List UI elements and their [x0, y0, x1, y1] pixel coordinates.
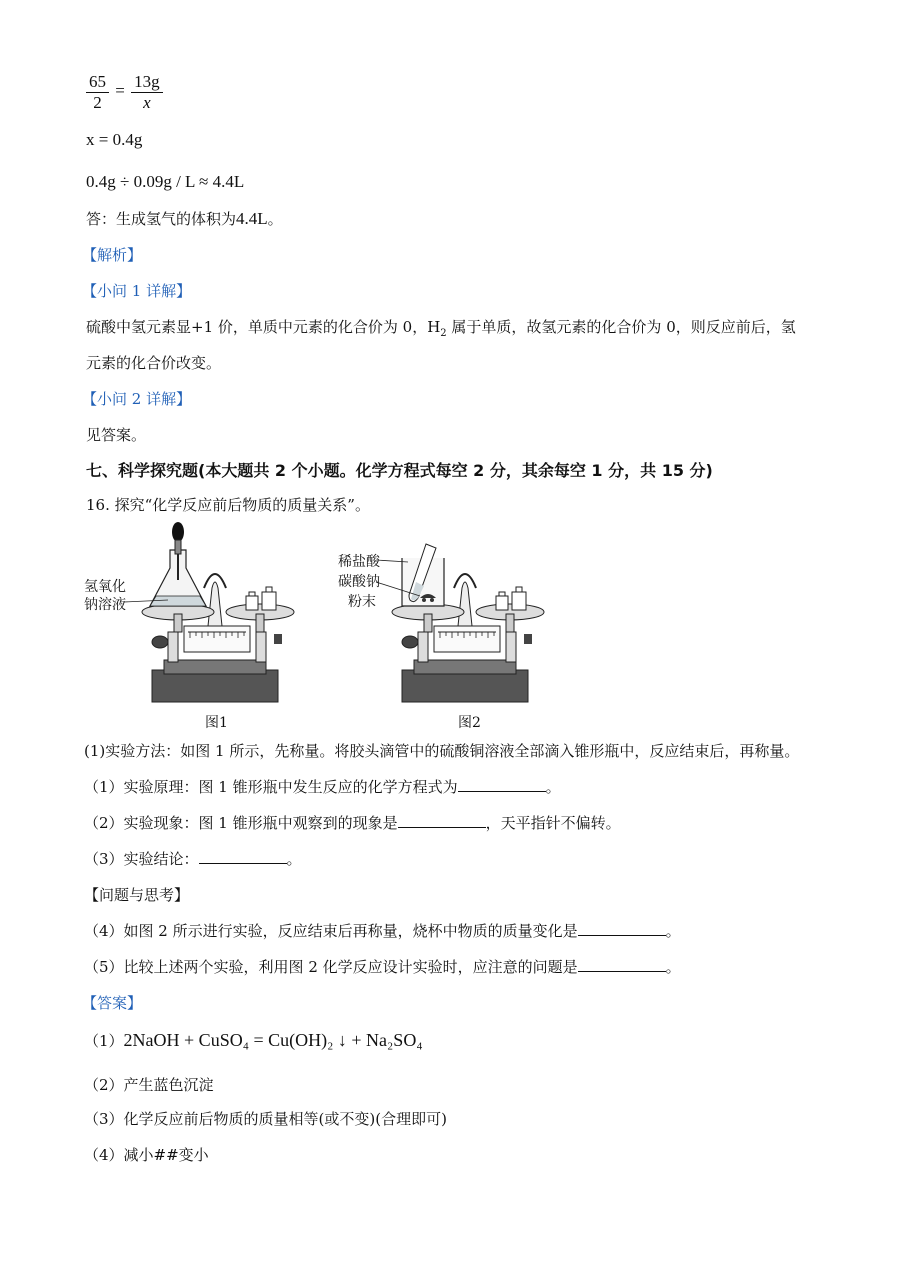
- chemical-equation: 2NaOH + CuSO₄ = Cu(OH)₂ ↓ + Na₂SO₄: [123, 1030, 423, 1050]
- fig2-caption: 图2: [458, 715, 481, 731]
- answer-blank-4[interactable]: [578, 921, 666, 936]
- answer-label: 【答案】: [82, 994, 143, 1012]
- q16-title: 16. 探究“化学反应前后物质的质量关系”。: [86, 496, 370, 514]
- fig2-labels: 稀盐酸 碳酸钠 粉末: [338, 554, 380, 610]
- answer-blank-1[interactable]: [458, 777, 546, 792]
- section-heading: 七、科学探究题(本大题共 2 个小题。化学方程式每空 2 分，其余每空 1 分，共 15 分): [86, 461, 713, 480]
- q2-detail-text: 见答案。: [86, 426, 147, 444]
- fig1-label: 氢氧化 钠溶液: [84, 579, 126, 613]
- question-2: （2）实验现象：图 1 锥形瓶中观察到的现象是 ，天平指针不偏转。: [84, 814, 621, 832]
- balance-figure: [80, 520, 560, 734]
- question-5: （5）比较上述两个实验，利用图 2 化学反应设计实验时，应注意的问题是 。: [84, 958, 681, 976]
- q1-detail-label: 【小问 1 详解】: [82, 282, 192, 300]
- fig1-caption: 图1: [205, 715, 228, 731]
- answer-blank-5[interactable]: [578, 957, 666, 972]
- answer-blank-3[interactable]: [199, 849, 287, 864]
- think-label: 【问题与思考】: [84, 886, 190, 904]
- fraction-left: $\frac{65}{2}$: [86, 72, 109, 113]
- question-3: （3）实验结论： 。: [84, 850, 302, 868]
- result-x: x = 0.4g: [86, 130, 143, 149]
- q1-detail-line1: 硫酸中氢元素显+1 价，单质中元素的化合价为 0，$H_2$ 属于单质，故氢元素的化合价为 0，则反应前后，氢: [86, 318, 796, 339]
- answer-2: （2）产生蓝色沉淀: [84, 1076, 214, 1094]
- answer-1: （1）2NaOH + CuSO₄ = Cu(OH)₂ ↓ + Na₂SO₄: [84, 1030, 423, 1050]
- fraction-equation: [86, 72, 163, 113]
- volume-calc: 0.4g ÷ 0.09g / L ≈ 4.4L: [86, 172, 245, 191]
- balance-2: [376, 544, 544, 702]
- analysis-label: 【解析】: [82, 246, 143, 264]
- q2-detail-label: 【小问 2 详解】: [82, 390, 192, 408]
- fraction-right: $\frac{13g}{x}$: [131, 72, 163, 113]
- calc-answer: 答：生成氢气的体积为4.4L。: [86, 209, 283, 228]
- answer-4: （4）减小##变小: [84, 1146, 209, 1164]
- question-4: （4）如图 2 所示进行实验，反应结束后再称量，烧杯中物质的质量变化是 。: [84, 922, 681, 940]
- question-1: （1）实验原理：图 1 锥形瓶中发生反应的化学方程式为 。: [84, 778, 561, 796]
- method-text: (1)实验方法：如图 1 所示，先称量。将胶头滴管中的硫酸铜溶液全部滴入锥形瓶中，反应结束后，再称量。: [84, 742, 800, 760]
- q1-detail-line2: 元素的化合价改变。: [86, 354, 222, 372]
- balance-1: [124, 522, 294, 702]
- equals-sign: =: [115, 81, 125, 101]
- answer-3: （3）化学反应前后物质的质量相等(或不变)(合理即可): [84, 1110, 447, 1128]
- answer-blank-2[interactable]: [398, 813, 486, 828]
